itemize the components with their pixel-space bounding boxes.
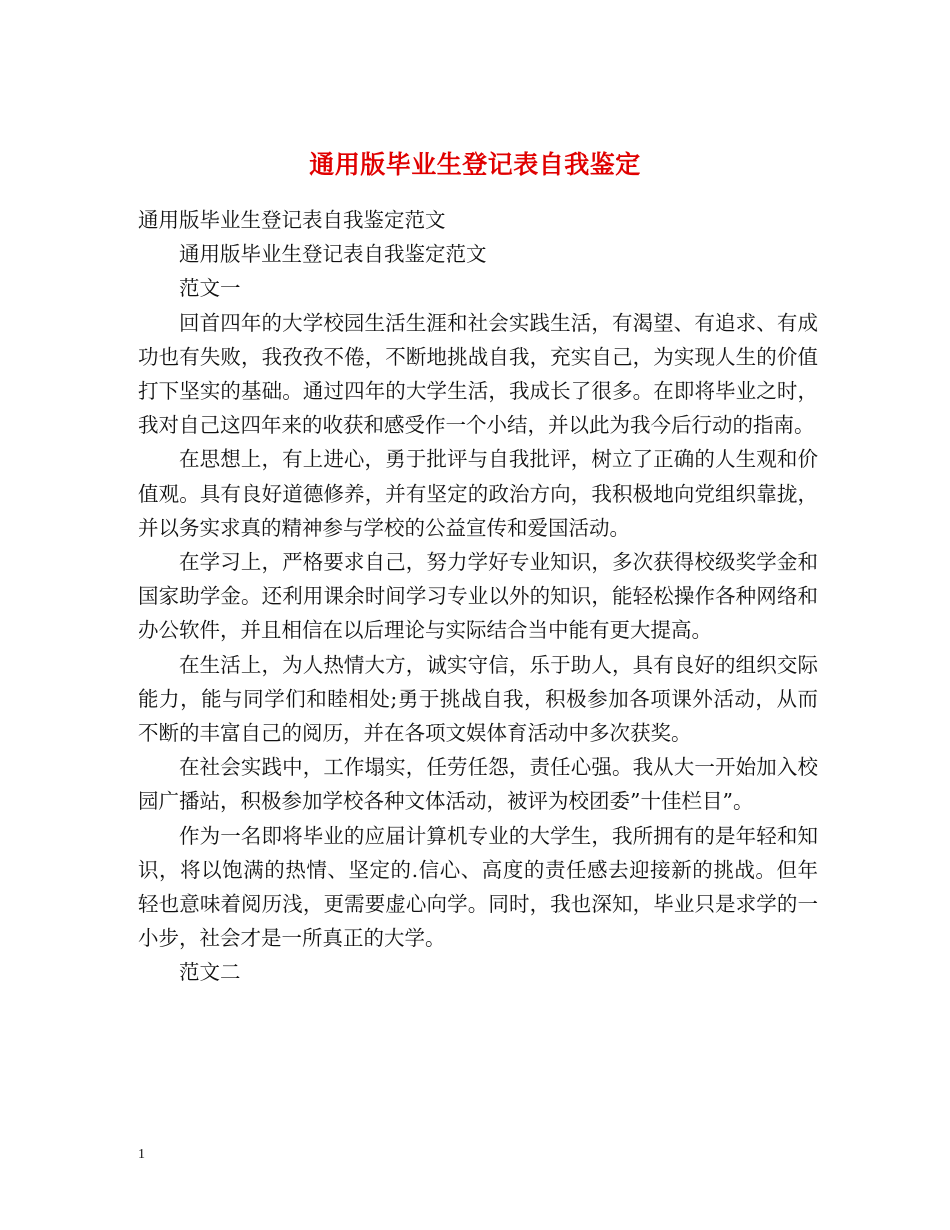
- page-number: 1: [138, 1147, 145, 1162]
- paragraph-conclusion: 作为一名即将毕业的应届计算机专业的大学生，我所拥有的是年轻和知识，将以饱满的热情、坚定的.信心、高度的责任感去迎接新的挑战。但年轻也意味着阅历浅，更需要虚心向学。同时，我也深知，毕业只是求学的一小步，社会才是一所真正的大学。: [138, 823, 818, 951]
- page-title: 通用版毕业生登记表自我鉴定: [309, 149, 641, 179]
- paragraph-intro: 回首四年的大学校园生活生涯和社会实践生活，有渴望、有追求、有成功也有失败，我孜孜不倦，不断地挑战自我，充实自己，为实现人生的价值打下坚实的基础。通过四年的大学生活，我成长了很多。在即将毕业之时，我对自己这四年来的收获和感受作一个小结，并以此为我今后行动的指南。: [138, 310, 818, 438]
- paragraph-study: 在学习上，严格要求自己，努力学好专业知识，多次获得校级奖学金和国家助学金。还利用课余时间学习专业以外的知识，能轻松操作各种网络和办公软件，并且相信在以后理论与实际结合当中能有更大提高。: [138, 550, 818, 643]
- paragraph-subheading: 通用版毕业生登记表自我鉴定范文: [179, 242, 487, 267]
- paragraph-social-practice: 在社会实践中，工作塌实，任劳任怨，责任心强。我从大一开始加入校园广播站，积极参加学校各种文体活动，被评为校团委”十佳栏目”。: [138, 755, 818, 814]
- paragraph-ideology: 在思想上，有上进心，勇于批评与自我批评，树立了正确的人生观和价值观。具有良好道德修养，并有坚定的政治方向，我积极地向党组织靠拢，并以务实求真的精神参与学校的公益宣传和爱国活动。: [138, 447, 818, 540]
- section-label-sample-one: 范文一: [179, 276, 241, 301]
- section-label-sample-two: 范文二: [179, 960, 241, 985]
- document-body: [138, 203, 818, 990]
- paragraph-life: 在生活上，为人热情大方，诚实守信，乐于助人，具有良好的组织交际能力，能与同学们和睦相处;勇于挑战自我，积极参加各项课外活动，从而不断的丰富自己的阅历，并在各项文娱体育活动中多次获奖。: [138, 652, 818, 746]
- paragraph-heading: 通用版毕业生登记表自我鉴定范文: [138, 208, 446, 232]
